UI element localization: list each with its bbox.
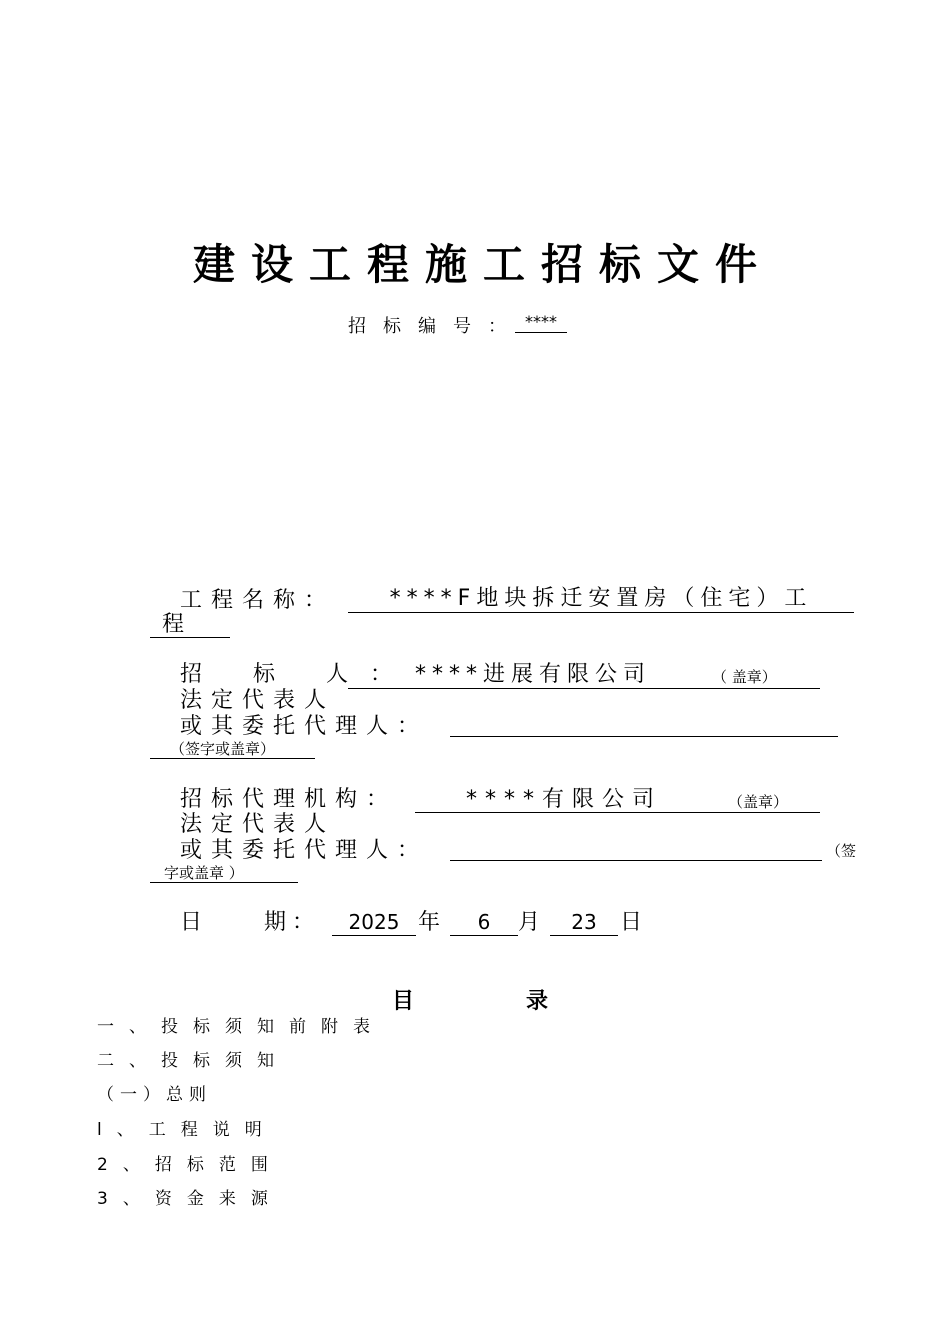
tenderer-value: ****进展有限公司 — [415, 662, 652, 687]
date-day: 23 — [550, 909, 618, 936]
bid-number-label: 招标编号： — [348, 316, 523, 337]
agency-rep-signature-line — [450, 834, 822, 861]
agency-rep-label-1: 法定代表人 — [180, 812, 336, 837]
agency-seal-note: （盖章） — [728, 793, 789, 811]
tenderer-rep-label-1: 法定代表人 — [180, 688, 336, 713]
date-day-unit: 日 — [620, 910, 643, 935]
tenderer-seal-note: （ 盖章） — [712, 668, 777, 686]
toc-heading-right: 录 — [526, 989, 549, 1014]
date-month: 6 — [450, 909, 518, 936]
project-name-value-cont: 程 — [150, 612, 230, 638]
project-name-value: ****F地块拆迁安置房（住宅）工 — [348, 586, 854, 613]
agency-rep-note-1: （签 — [826, 842, 857, 860]
date-month-unit: 月 — [518, 910, 541, 935]
document-title: 建设工程施工招标文件 — [192, 240, 773, 289]
agency-label: 招标代理机构： — [180, 787, 398, 812]
tenderer-rep-signature-line — [450, 710, 838, 737]
agency-rep-label-2: 或其委托代理人： — [180, 838, 429, 863]
agency-value: ****有限公司 — [466, 787, 663, 812]
date-year: 2025 — [332, 909, 416, 936]
toc-item[interactable]: 二、投标须知 — [97, 1051, 289, 1071]
bid-number-value: **** — [515, 312, 567, 333]
date-label: 日 期： — [180, 910, 321, 935]
toc-item[interactable]: 一、投标须知前附表 — [97, 1017, 385, 1037]
toc-item[interactable]: 3、资金来源 — [97, 1189, 283, 1209]
tenderer-label: 招 标 人： — [180, 662, 414, 687]
tenderer-rep-note: （签字或盖章） — [150, 740, 315, 759]
toc-item[interactable]: 2、招标范围 — [97, 1155, 283, 1175]
toc-heading-left: 目 — [392, 989, 415, 1014]
toc-item[interactable]: l、工程说明 — [97, 1120, 277, 1140]
toc-item[interactable]: （一）总则 — [97, 1085, 212, 1105]
date-year-unit: 年 — [418, 910, 441, 935]
project-name-label: 工程名称： — [180, 588, 336, 613]
agency-rep-note-2: 字或盖章 ） — [150, 864, 298, 883]
tenderer-rep-label-2: 或其委托代理人： — [180, 714, 429, 739]
